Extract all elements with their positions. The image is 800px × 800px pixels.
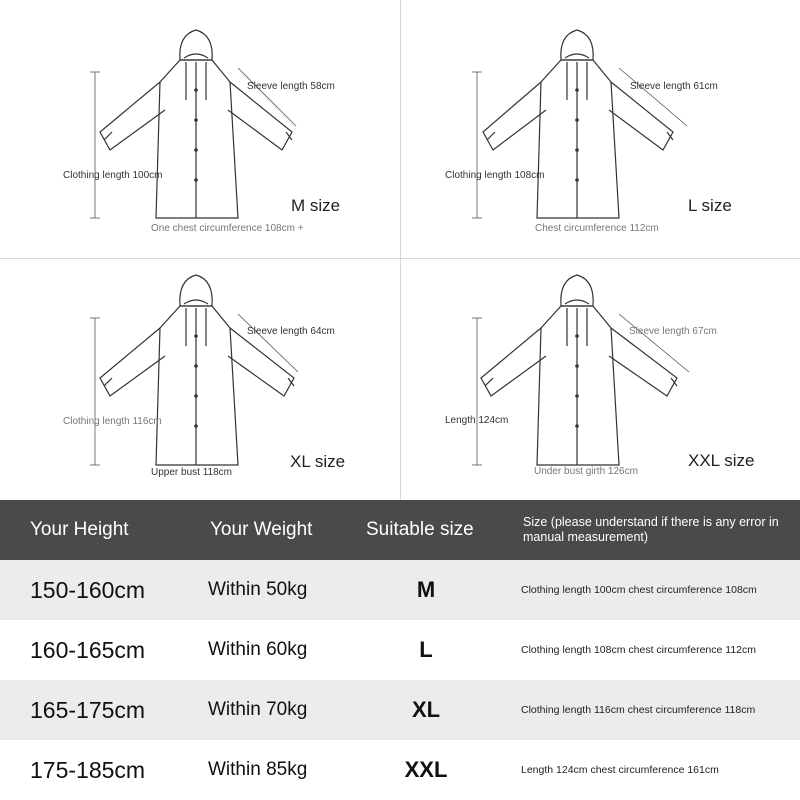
height-cell: 175-185cm xyxy=(30,756,146,783)
size-title: L size xyxy=(688,196,732,215)
chest-circumference-label: Chest circumference 112cm xyxy=(535,223,659,234)
header-weight: Your Weight xyxy=(210,519,313,540)
desc-cell: Clothing length 100cm chest circumference 108cm xyxy=(521,584,757,596)
weight-cell: Within 50kg xyxy=(208,579,308,600)
desc-cell: Clothing length 108cm chest circumference 112cm xyxy=(521,644,757,656)
size-title: XXL size xyxy=(688,451,755,470)
weight-cell: Within 85kg xyxy=(208,759,308,780)
size-title: M size xyxy=(291,196,341,215)
size-cell: XXL xyxy=(404,757,448,782)
sleeve-length-label: Sleeve length 58cm xyxy=(247,81,335,92)
chest-circumference-label: One chest circumference 108cm + xyxy=(151,223,304,234)
size-panel-l xyxy=(401,0,800,250)
table-row xyxy=(0,680,800,740)
sleeve-length-label: Sleeve length 64cm xyxy=(247,326,335,337)
height-cell: 150-160cm xyxy=(30,576,146,603)
sleeve-length-label: Sleeve length 61cm xyxy=(630,81,718,92)
header-size: Suitable size xyxy=(366,519,474,540)
table-row xyxy=(0,620,800,680)
desc-cell: Clothing length 116cm chest circumference 118cm xyxy=(521,704,756,716)
height-cell: 160-165cm xyxy=(30,636,146,663)
weight-cell: Within 60kg xyxy=(208,639,308,660)
header-height: Your Height xyxy=(30,519,129,540)
chest-circumference-label: Upper bust 118cm xyxy=(151,467,232,478)
clothing-length-label: Clothing length 108cm xyxy=(445,170,545,181)
height-cell: 165-175cm xyxy=(30,696,146,723)
size-chart-table xyxy=(0,500,800,800)
size-cell: M xyxy=(416,577,436,602)
size-cell: L xyxy=(419,637,433,662)
size-panel-m xyxy=(0,0,400,250)
grid-divider-horizontal xyxy=(0,258,800,259)
table-row xyxy=(0,560,800,620)
size-cell: XL xyxy=(411,697,441,722)
size-panel-xxl xyxy=(401,260,800,510)
table-header xyxy=(0,500,800,560)
sleeve-length-label: Sleeve length 67cm xyxy=(629,326,717,337)
header-note: Size (please understand if there is any error in manual measurement) xyxy=(523,515,779,544)
table-row xyxy=(0,740,800,800)
weight-cell: Within 70kg xyxy=(208,699,308,720)
clothing-length-label: Clothing length 116cm xyxy=(63,416,162,427)
clothing-length-label: Length 124cm xyxy=(445,415,509,426)
clothing-length-label: Clothing length 100cm xyxy=(63,170,163,181)
chest-circumference-label: Under bust girth 126cm xyxy=(534,466,638,477)
desc-cell: Length 124cm chest circumference 161cm xyxy=(521,764,719,776)
size-title: XL size xyxy=(290,452,346,471)
size-panel-xl xyxy=(0,260,400,510)
raincoat-diagram xyxy=(401,0,800,240)
